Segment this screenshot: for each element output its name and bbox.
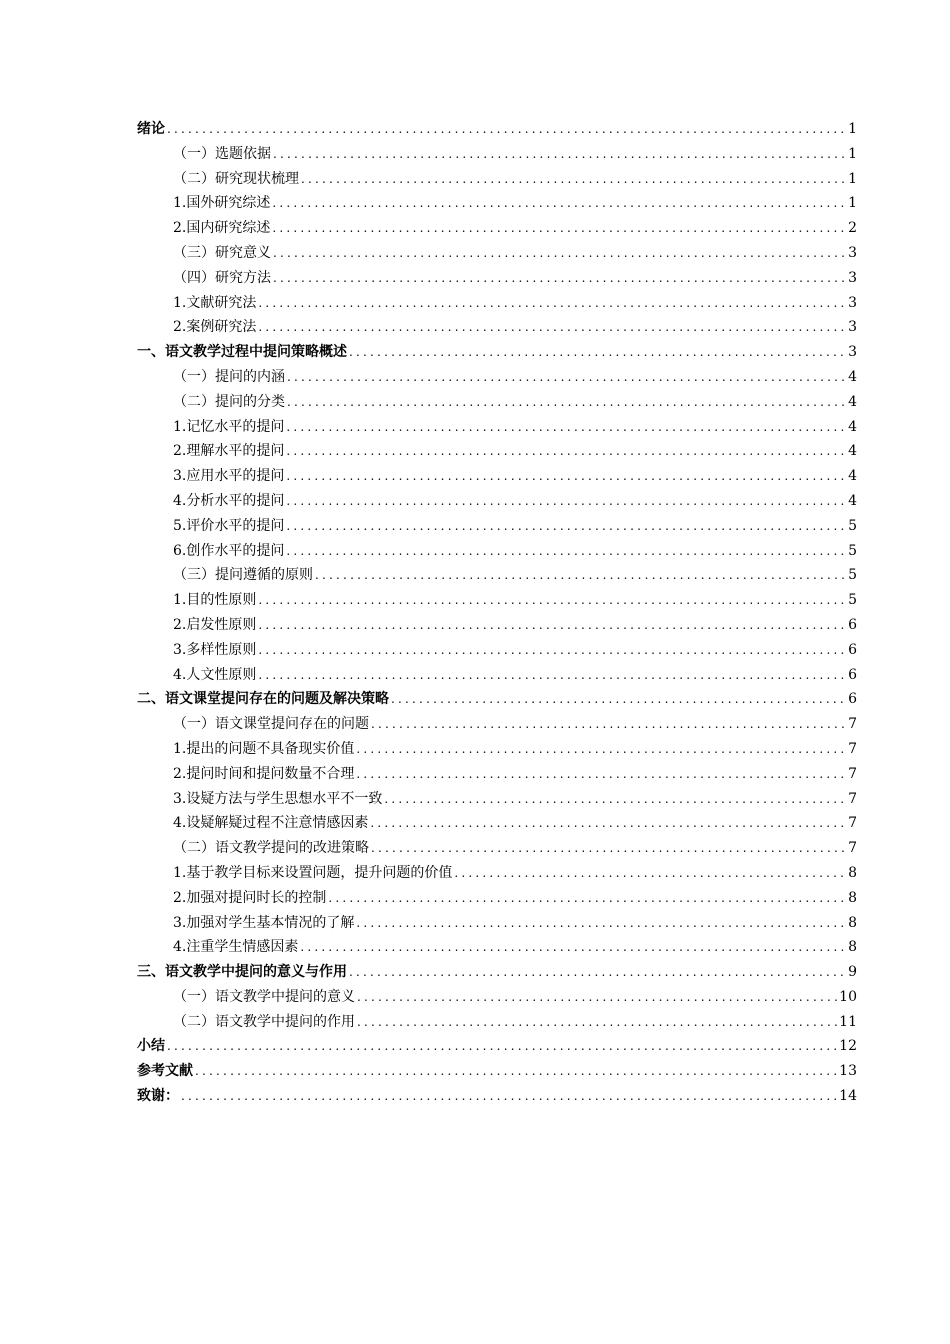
- toc-entry-page-number: 8: [848, 889, 857, 906]
- toc-entry-page-number: 3: [848, 344, 857, 361]
- toc-entry-page-number: 4: [848, 418, 857, 435]
- toc-dot-leader: [273, 142, 845, 167]
- toc-entry-title: （二）提问的分类: [173, 393, 285, 410]
- toc-dot-leader: [287, 365, 845, 390]
- toc-dot-leader: [258, 663, 845, 688]
- toc-entry-title: 3.多样性原则: [173, 641, 257, 658]
- toc-dot-leader: [273, 241, 845, 266]
- toc-entry[interactable]: [137, 737, 857, 762]
- toc-entry-title: 致谢：: [137, 1088, 179, 1105]
- toc-dot-leader: [391, 687, 845, 712]
- toc-dot-leader: [371, 712, 845, 737]
- toc-entry-page-number: 7: [848, 765, 857, 782]
- toc-entry-title: 1.记忆水平的提问: [173, 418, 285, 435]
- toc-dot-leader: [349, 960, 845, 985]
- toc-entry[interactable]: [137, 464, 857, 489]
- toc-entry-page-number: 1: [848, 145, 857, 162]
- toc-dot-leader: [356, 737, 845, 762]
- toc-dot-leader: [349, 340, 845, 365]
- toc-entry-title: 2.启发性原则: [173, 616, 257, 633]
- toc-entry[interactable]: [137, 117, 857, 142]
- toc-entry-title: （二）语文教学中提问的作用: [173, 1013, 355, 1030]
- toc-dot-leader: [328, 886, 845, 911]
- toc-entry-title: 4.人文性原则: [173, 666, 257, 683]
- toc-entry-page-number: 9: [848, 964, 857, 981]
- toc-entry[interactable]: [137, 439, 857, 464]
- toc-entry-page-number: 8: [848, 864, 857, 881]
- toc-entry[interactable]: [137, 588, 857, 613]
- toc-entry-page-number: 7: [848, 840, 857, 857]
- toc-entry-title: 二、语文课堂提问存在的问题及解决策略: [137, 691, 389, 708]
- toc-entry-title: 4.注重学生情感因素: [173, 939, 299, 956]
- toc-entry[interactable]: [137, 365, 857, 390]
- toc-dot-leader: [258, 638, 845, 663]
- toc-entry-page-number: 1: [848, 170, 857, 187]
- toc-entry[interactable]: [137, 1010, 857, 1035]
- toc-entry[interactable]: [137, 142, 857, 167]
- toc-dot-leader: [286, 464, 845, 489]
- toc-dot-leader: [181, 1084, 837, 1109]
- toc-dot-leader: [286, 514, 845, 539]
- toc-entry-page-number: 4: [848, 368, 857, 385]
- toc-dot-leader: [286, 539, 845, 564]
- toc-entry-title: 小结: [137, 1038, 165, 1055]
- toc-dot-leader: [301, 167, 845, 192]
- toc-entry-title: 1.文献研究法: [173, 294, 257, 311]
- toc-entry[interactable]: [137, 291, 857, 316]
- toc-entry-page-number: 8: [848, 939, 857, 956]
- toc-entry[interactable]: [137, 266, 857, 291]
- toc-entry[interactable]: [137, 167, 857, 192]
- toc-dot-leader: [273, 266, 845, 291]
- toc-entry[interactable]: [137, 539, 857, 564]
- toc-entry-title: （一）选题依据: [173, 145, 271, 162]
- toc-dot-leader: [286, 489, 845, 514]
- toc-entry-page-number: 6: [848, 616, 857, 633]
- toc-entry-title: 3.应用水平的提问: [173, 468, 285, 485]
- toc-entry-title: 一、语文教学过程中提问策略概述: [137, 344, 347, 361]
- toc-entry-title: 3.加强对学生基本情况的了解: [173, 914, 355, 931]
- toc-dot-leader: [272, 216, 845, 241]
- toc-entry-title: 1.提出的问题不具备现实价值: [173, 740, 355, 757]
- toc-dot-leader: [258, 291, 845, 316]
- toc-entry[interactable]: [137, 985, 857, 1010]
- toc-dot-leader: [286, 415, 845, 440]
- toc-entry-title: 4.分析水平的提问: [173, 492, 285, 509]
- toc-entry-page-number: 5: [848, 567, 857, 584]
- toc-entry-title: 2.理解水平的提问: [173, 443, 285, 460]
- toc-entry-page-number: 8: [848, 914, 857, 931]
- toc-entry-page-number: 4: [848, 492, 857, 509]
- toc-entry[interactable]: [137, 638, 857, 663]
- toc-entry-title: （一）语文课堂提问存在的问题: [173, 716, 369, 733]
- toc-entry[interactable]: [137, 415, 857, 440]
- toc-entry-title: 2.加强对提问时长的控制: [173, 889, 327, 906]
- toc-dot-leader: [370, 811, 845, 836]
- toc-entry[interactable]: [137, 340, 857, 365]
- toc-entry-title: 三、语文教学中提问的意义与作用: [137, 964, 347, 981]
- toc-entry[interactable]: [137, 613, 857, 638]
- toc-entry[interactable]: [137, 1084, 857, 1109]
- toc-entry-page-number: 14: [839, 1088, 857, 1105]
- toc-dot-leader: [272, 191, 845, 216]
- toc-entry-page-number: 11: [839, 1013, 857, 1030]
- toc-entry-title: （二）语文教学提问的改进策略: [173, 840, 369, 857]
- toc-dot-leader: [286, 439, 845, 464]
- toc-entry-title: （一）提问的内涵: [173, 368, 285, 385]
- toc-dot-leader: [287, 390, 845, 415]
- toc-entry[interactable]: [137, 911, 857, 936]
- toc-entry-title: 2.提问时间和提问数量不合理: [173, 765, 355, 782]
- toc-entry-title: 参考文献: [137, 1063, 193, 1080]
- toc-entry-page-number: 7: [848, 740, 857, 757]
- toc-dot-leader: [371, 836, 845, 861]
- toc-entry-title: （一）语文教学中提问的意义: [173, 988, 355, 1005]
- toc-entry[interactable]: [137, 390, 857, 415]
- toc-entry[interactable]: [137, 935, 857, 960]
- toc-entry-page-number: 13: [839, 1063, 857, 1080]
- toc-dot-leader: [167, 117, 845, 142]
- toc-dot-leader: [195, 1059, 837, 1084]
- toc-entry-title: （四）研究方法: [173, 269, 271, 286]
- toc-entry-page-number: 7: [848, 815, 857, 832]
- toc-entry-page-number: 12: [839, 1038, 857, 1055]
- toc-entry-page-number: 5: [848, 517, 857, 534]
- toc-dot-leader: [258, 588, 845, 613]
- toc-entry[interactable]: [137, 489, 857, 514]
- toc-entry[interactable]: [137, 1059, 857, 1084]
- toc-entry[interactable]: [137, 960, 857, 985]
- toc-entry-page-number: 4: [848, 443, 857, 460]
- toc-entry-page-number: 1: [848, 195, 857, 212]
- toc-entry-title: 6.创作水平的提问: [173, 542, 285, 559]
- toc-dot-leader: [315, 563, 845, 588]
- table-of-contents: [137, 117, 857, 1109]
- toc-entry-page-number: 4: [848, 393, 857, 410]
- toc-entry-page-number: 2: [848, 220, 857, 237]
- toc-entry-title: 1.目的性原则: [173, 592, 257, 609]
- toc-entry-title: 3.设疑方法与学生思想水平不一致: [173, 790, 383, 807]
- toc-entry-page-number: 5: [848, 542, 857, 559]
- toc-dot-leader: [454, 861, 845, 886]
- toc-entry-page-number: 3: [848, 244, 857, 261]
- toc-entry[interactable]: [137, 861, 857, 886]
- toc-entry-title: 1.国外研究综述: [173, 195, 271, 212]
- toc-entry-page-number: 1: [848, 121, 857, 137]
- toc-entry-page-number: 6: [848, 641, 857, 658]
- toc-entry-title: 5.评价水平的提问: [173, 517, 285, 534]
- toc-entry-page-number: 7: [848, 716, 857, 733]
- toc-entry-title: 绪论: [137, 121, 165, 137]
- toc-dot-leader: [357, 985, 837, 1010]
- toc-dot-leader: [300, 935, 845, 960]
- toc-entry-title: （三）研究意义: [173, 244, 271, 261]
- toc-entry[interactable]: [137, 514, 857, 539]
- toc-dot-leader: [356, 911, 845, 936]
- toc-entry-title: （三）提问遵循的原则: [173, 567, 313, 584]
- toc-entry-page-number: 3: [848, 269, 857, 286]
- toc-dot-leader: [258, 613, 845, 638]
- toc-entry[interactable]: [137, 216, 857, 241]
- toc-entry[interactable]: [137, 315, 857, 340]
- toc-entry-title: （二）研究现状梳理: [173, 170, 299, 187]
- toc-entry-page-number: 6: [848, 691, 857, 708]
- toc-entry[interactable]: [137, 762, 857, 787]
- toc-entry-page-number: 6: [848, 666, 857, 683]
- toc-entry[interactable]: [137, 811, 857, 836]
- toc-entry-title: 1.基于教学目标来设置问题，提升问题的价值: [173, 864, 453, 881]
- toc-entry[interactable]: [137, 886, 857, 911]
- toc-dot-leader: [356, 762, 845, 787]
- toc-entry-title: 2.案例研究法: [173, 319, 257, 336]
- toc-entry-title: 4.设疑解疑过程不注意情感因素: [173, 815, 369, 832]
- toc-entry[interactable]: [137, 712, 857, 737]
- toc-entry[interactable]: [137, 836, 857, 861]
- toc-entry-page-number: 3: [848, 294, 857, 311]
- toc-dot-leader: [258, 315, 845, 340]
- toc-entry-page-number: 5: [848, 592, 857, 609]
- toc-entry[interactable]: [137, 191, 857, 216]
- toc-dot-leader: [384, 787, 845, 812]
- toc-entry[interactable]: [137, 241, 857, 266]
- toc-entry[interactable]: [137, 1034, 857, 1059]
- toc-dot-leader: [357, 1010, 837, 1035]
- toc-entry[interactable]: [137, 787, 857, 812]
- toc-entry-page-number: 3: [848, 319, 857, 336]
- toc-entry-page-number: 10: [839, 988, 857, 1005]
- toc-entry-title: 2.国内研究综述: [173, 220, 271, 237]
- toc-entry-page-number: 7: [848, 790, 857, 807]
- toc-entry-page-number: 4: [848, 468, 857, 485]
- toc-dot-leader: [167, 1034, 837, 1059]
- toc-entry[interactable]: [137, 663, 857, 688]
- toc-entry[interactable]: [137, 563, 857, 588]
- toc-entry[interactable]: [137, 687, 857, 712]
